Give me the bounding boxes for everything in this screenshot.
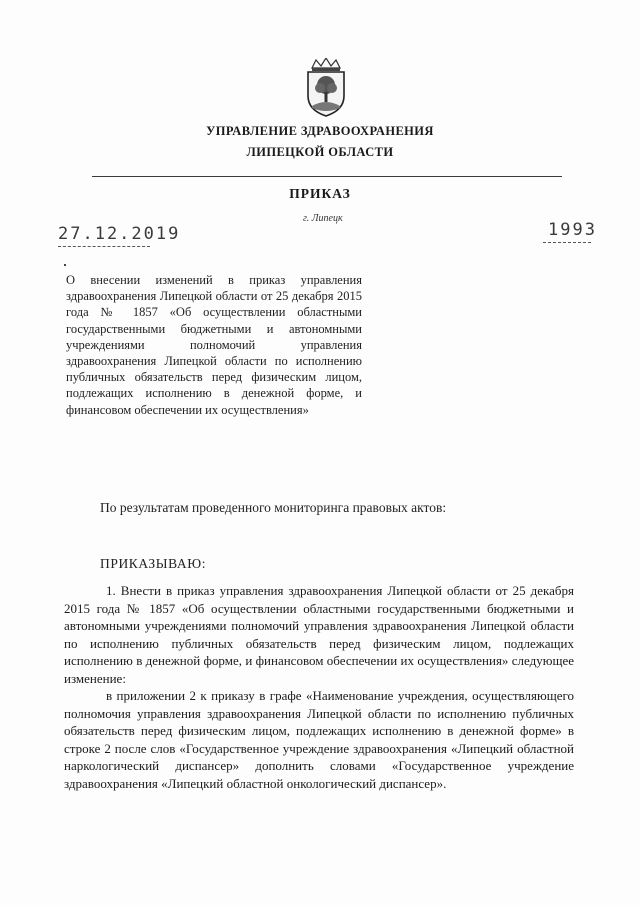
issue-city: г. Липецк xyxy=(303,213,343,224)
organization-name-line1: УПРАВЛЕНИЕ ЗДРАВООХРАНЕНИЯ xyxy=(206,124,434,138)
order-heading: ПРИКАЗЫВАЮ: xyxy=(100,556,207,571)
document-subject: О внесении изменений в приказ управления здравоохранения Липецкой области от 25 декабря 2015 года № 1857 «Об осуществлении областными государственными бюджетными и автономными учреждениями полномочий управления здравоохранения Липецкой области по исполнению публичных обязательств перед физическим лицом, подлежащих исполнению в денежной форме, и финансовом обеспечении их осуществления» xyxy=(66,273,362,417)
document-type-title: ПРИКАЗ xyxy=(289,186,351,201)
handwritten-date: 27.12.2019 xyxy=(58,224,181,244)
organization-name-line2: ЛИПЕЦКОЙ ОБЛАСТИ xyxy=(246,145,394,159)
date-underline xyxy=(58,246,150,247)
handwritten-order-number: 1993 xyxy=(548,220,597,240)
order-paragraph-1: 1. Внести в приказ управления здравоохранения Липецкой области от 25 декабря 2015 года № 1857 «Об осуществлении областными государственными бюджетными и автономными учреждениями полномочий управления здравоохранения Липецкой области по исполнению публичных обязательств перед физическим лицом, подлежащих исполнению в денежной форме, и финансовом обеспечении их осуществления» следующее изменение: xyxy=(64,583,574,686)
order-paragraph-2: в приложении 2 к приказу в графе «Наименование учреждения, осуществляющего полномочия управления здравоохранения Липецкой области по исполнению публичных обязательств перед физическим лицом, подлежащих исполнению в денежной форме» в строке 2 после слов «Государственное учреждение здравоохранения «Липецкий областной наркологический диспансер» дополнить словами «Государственное учреждение здравоохранения «Липецкий областной онкологический диспансер». xyxy=(64,688,574,791)
order-body xyxy=(64,582,574,792)
subject-corner-mark xyxy=(64,264,66,266)
number-underline xyxy=(543,242,591,243)
header-divider xyxy=(92,176,562,177)
coat-of-arms-icon xyxy=(302,58,350,118)
preamble-text: По результатам проведенного мониторинга правовых актов: xyxy=(100,500,447,515)
